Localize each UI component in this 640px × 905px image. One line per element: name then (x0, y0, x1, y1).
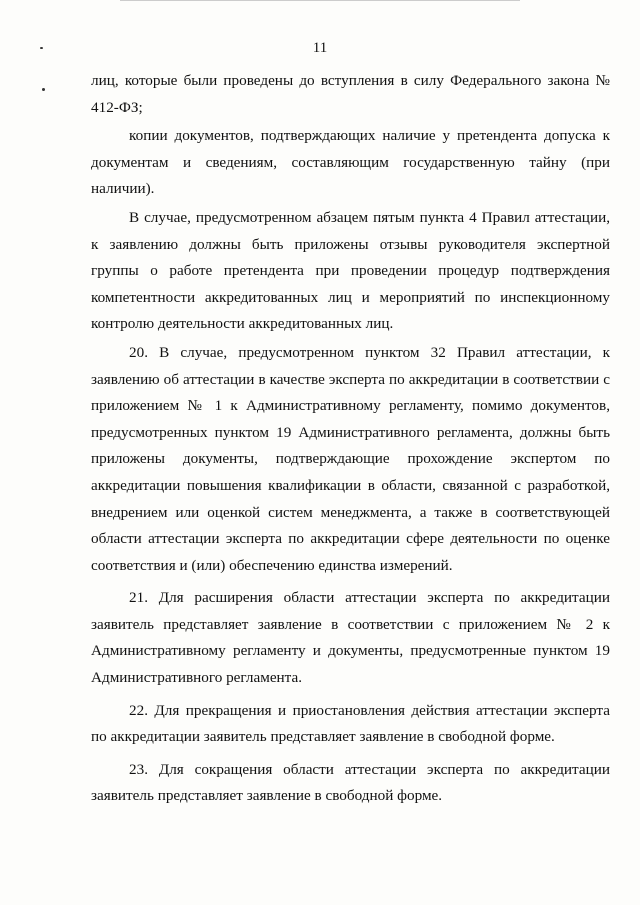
page-number: 11 (312, 40, 328, 56)
paragraph-item-23: 23. Для сокращения области аттестации эксперта по аккредитации заявитель представляет заявление в свободной форме. (91, 760, 610, 805)
paragraph-continuation: лиц, которые были проведены до вступления в силу Федерального закона № 412-ФЗ; (91, 72, 610, 116)
paragraph-item-22: 22. Для прекращения и приостановления действия аттестации эксперта по аккредитации заявитель представляет заявление в свободной форме. (91, 701, 610, 746)
paragraph-reviews: В случае, предусмотренном абзацем пятым пункта 4 Правил аттестации, к заявлению должны быть приложены отзывы руководителя экспертной группы о работе претендента при проведении процедур подтверждения компетентности аккредитованных лиц и мероприятий по инспекционному контролю деятельности аккредитованных лиц. (91, 208, 610, 333)
paragraph-item-20: 20. В случае, предусмотренном пунктом 32 Правил аттестации, к заявлению об аттестации в качестве эксперта по аккредитации в соответствии с приложением № 1 к Административному регламенту, помимо документов, предусмотренных пунктом 19 Административного регламента, должны быть приложены документы, подтверждающие прохождение экспертом по аккредитации повышения квалификации в области, связанной с разработкой, внедрением или оценкой систем менеджмента, а также в соответствующей области аттестации эксперта по аккредитации сфере деятельности по оценке соответствия и (или) обеспечению единства измерений. (91, 343, 610, 574)
scan-edge-line (120, 0, 520, 1)
paragraph-item-21: 21. Для расширения области аттестации эксперта по аккредитации заявитель представляет заявление в соответствии с приложением № 2 к Административному регламенту и документы, предусмотренные пунктом 19 Административного регламента. (91, 589, 610, 687)
document-body (91, 68, 610, 810)
scan-speck (42, 88, 45, 91)
paragraph-copies: копии документов, подтверждающих наличие у претендента допуска к документам и сведениям, составляющим государственную тайну (при наличии). (91, 127, 610, 198)
